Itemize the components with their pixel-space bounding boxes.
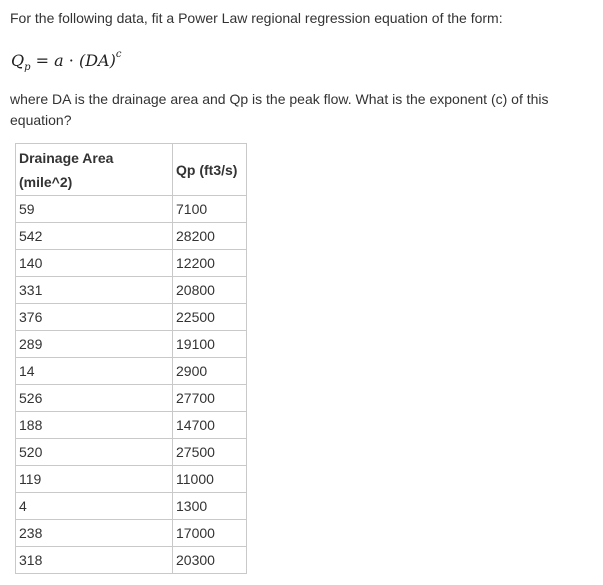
table-row	[16, 358, 247, 385]
cell-peak-flow: 11000	[173, 466, 247, 493]
cell-drainage-area: 331	[16, 277, 173, 304]
cell-peak-flow: 28200	[173, 223, 247, 250]
cell-drainage-area: 318	[16, 547, 173, 574]
cell-peak-flow: 12200	[173, 250, 247, 277]
cell-peak-flow: 2900	[173, 358, 247, 385]
cell-drainage-area: 188	[16, 412, 173, 439]
cell-drainage-area: 238	[16, 520, 173, 547]
table-row	[16, 520, 247, 547]
table-row	[16, 223, 247, 250]
table-row	[16, 439, 247, 466]
cell-drainage-area: 140	[16, 250, 173, 277]
table-row	[16, 277, 247, 304]
cell-drainage-area: 14	[16, 358, 173, 385]
cell-drainage-area: 526	[16, 385, 173, 412]
cell-peak-flow: 20800	[173, 277, 247, 304]
table-row	[16, 331, 247, 358]
table-header-row	[16, 144, 247, 196]
equation-coefficient: a	[54, 51, 64, 70]
cell-peak-flow: 27500	[173, 439, 247, 466]
header-peak-flow: Qp (ft3/s)	[173, 144, 247, 196]
data-table	[15, 143, 247, 574]
equation-base: (DA)	[78, 51, 116, 70]
cell-drainage-area: 4	[16, 493, 173, 520]
intro-text: For the following data, fit a Power Law regional regression equation of the form:	[10, 10, 503, 26]
question-text: where DA is the drainage area and Qp is the peak flow. What is the exponent (c) of this equation?	[10, 91, 549, 128]
header-drainage-area: Drainage Area (mile^2)	[16, 144, 173, 196]
table-row	[16, 304, 247, 331]
cell-drainage-area: 520	[16, 439, 173, 466]
table-row	[16, 466, 247, 493]
table-row	[16, 196, 247, 223]
equation-dot: ·	[68, 51, 74, 70]
cell-peak-flow: 1300	[173, 493, 247, 520]
equation-equals: =	[35, 51, 50, 70]
cell-drainage-area: 542	[16, 223, 173, 250]
equation-exponent: c	[115, 49, 122, 60]
cell-peak-flow: 27700	[173, 385, 247, 412]
table-row	[16, 385, 247, 412]
equation-lhs: Q	[11, 51, 25, 70]
power-law-equation	[11, 49, 121, 73]
cell-drainage-area: 289	[16, 331, 173, 358]
cell-drainage-area: 376	[16, 304, 173, 331]
cell-drainage-area: 59	[16, 196, 173, 223]
cell-peak-flow: 20300	[173, 547, 247, 574]
cell-peak-flow: 19100	[173, 331, 247, 358]
table-row	[16, 493, 247, 520]
table-row	[16, 250, 247, 277]
cell-drainage-area: 119	[16, 466, 173, 493]
table-row	[16, 547, 247, 574]
cell-peak-flow: 7100	[173, 196, 247, 223]
cell-peak-flow: 17000	[173, 520, 247, 547]
cell-peak-flow: 22500	[173, 304, 247, 331]
equation-lhs-subscript: p	[24, 62, 31, 73]
table-row	[16, 412, 247, 439]
cell-peak-flow: 14700	[173, 412, 247, 439]
